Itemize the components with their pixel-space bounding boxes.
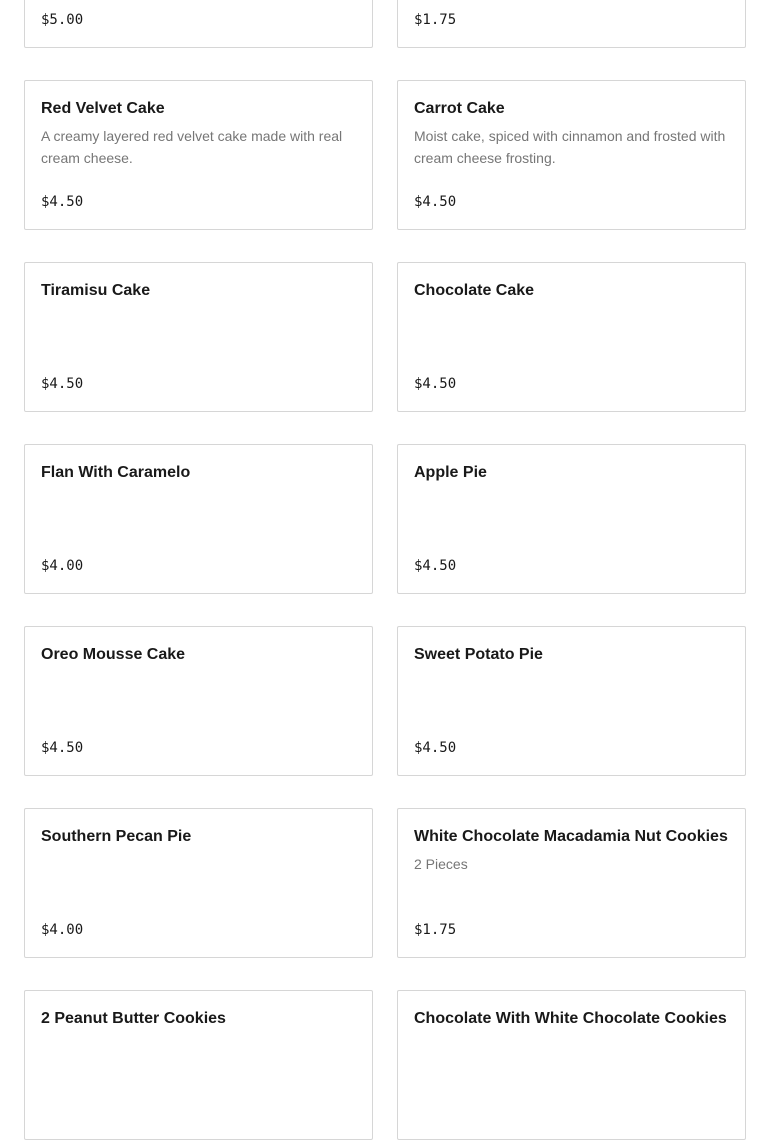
menu-item-card[interactable]	[397, 444, 746, 594]
menu-item-price: $1.75	[414, 922, 457, 938]
menu-item-price: $4.50	[414, 558, 457, 574]
menu-item-card[interactable]	[24, 262, 373, 412]
menu-item-name: Oreo Mousse Cake	[41, 646, 186, 663]
menu-item-card[interactable]	[24, 80, 373, 230]
menu-item-price: $4.50	[41, 740, 84, 756]
menu-item-price: $1.75	[414, 12, 457, 28]
menu-item-description: Moist cake, spiced with cinnamon and frosted with cream cheese frosting.	[414, 128, 726, 166]
menu-item-card[interactable]	[397, 0, 746, 48]
menu-item-grid	[24, 0, 746, 1140]
menu-item-card[interactable]	[397, 262, 746, 412]
menu-item-name: White Chocolate Macadamia Nut Cookies	[414, 828, 728, 845]
menu-item-name: Chocolate With White Chocolate Cookies	[414, 1010, 727, 1027]
menu-item-card[interactable]	[397, 80, 746, 230]
menu-item-name: 2 Peanut Butter Cookies	[41, 1010, 226, 1027]
menu-item-description: A creamy layered red velvet cake made with real cream cheese.	[41, 128, 343, 166]
menu-item-card[interactable]	[397, 990, 746, 1140]
menu-item-card[interactable]	[24, 808, 373, 958]
menu-item-card[interactable]	[397, 808, 746, 958]
menu-item-card[interactable]	[24, 626, 373, 776]
menu-item-name: Carrot Cake	[414, 100, 505, 117]
menu-item-name: Apple Pie	[414, 464, 487, 481]
menu-item-name: Flan With Caramelo	[41, 464, 191, 481]
menu-item-name: Sweet Potato Pie	[414, 646, 543, 663]
menu-item-price: $4.50	[41, 194, 84, 210]
menu-item-price: $5.00	[41, 12, 84, 28]
menu-item-card[interactable]	[24, 0, 373, 48]
menu-item-name: Southern Pecan Pie	[41, 828, 192, 845]
menu-item-price: $4.50	[41, 376, 84, 392]
menu-item-name: Red Velvet Cake	[41, 100, 165, 117]
menu-item-price: $4.50	[414, 740, 457, 756]
menu-item-price: $4.50	[414, 194, 457, 210]
menu-item-name: Chocolate Cake	[414, 282, 535, 299]
menu-item-card[interactable]	[24, 990, 373, 1140]
menu-item-card[interactable]	[24, 444, 373, 594]
menu-item-description: 2 Pieces	[414, 856, 468, 872]
menu-item-card[interactable]	[397, 626, 746, 776]
menu-item-price: $4.00	[41, 922, 84, 938]
menu-item-price: $4.00	[41, 558, 84, 574]
menu-item-price: $4.50	[414, 376, 457, 392]
menu-item-name: Tiramisu Cake	[41, 282, 151, 299]
